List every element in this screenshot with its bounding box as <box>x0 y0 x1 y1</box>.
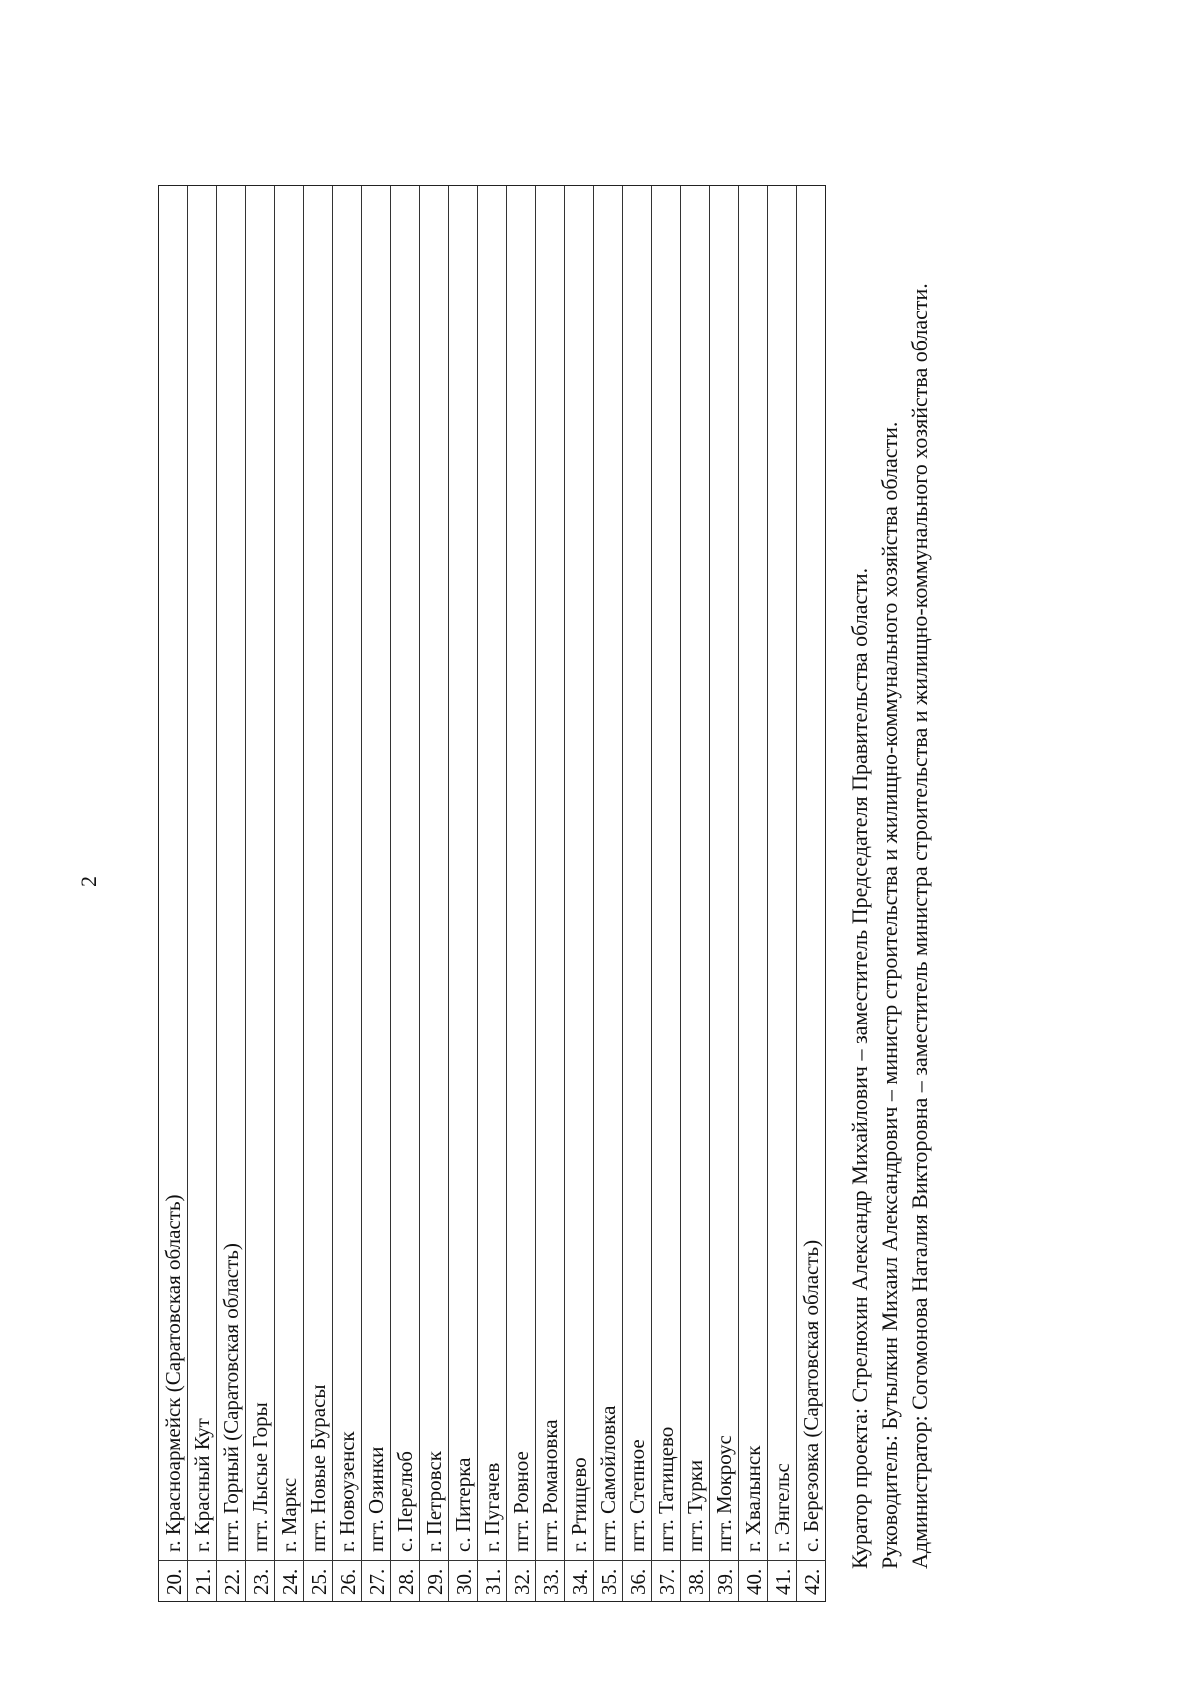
row-number: 31. <box>478 1560 506 1601</box>
settlement-name: пгт. Ровное <box>508 1451 533 1552</box>
row-number: 36. <box>623 1560 651 1601</box>
table-row <box>681 186 710 1601</box>
settlement-name: пгт. Романовка <box>537 1419 562 1552</box>
row-number: 35. <box>594 1560 622 1601</box>
settlement-name: пгт. Горный (Саратовская область) <box>218 1243 243 1552</box>
admin-paragraph: Администратор: Согомонова Наталия Викторовна – заместитель министра строительства и жилищно-коммунального хозяйства области. <box>907 283 932 1569</box>
table-row <box>536 186 565 1601</box>
row-number: 20. <box>159 1560 187 1601</box>
settlement-name: г. Новоузенск <box>334 1431 359 1552</box>
settlement-name: г. Хвалынск <box>740 1445 765 1552</box>
settlement-name: г. Маркс <box>276 1477 301 1552</box>
curator-paragraph: Куратор проекта: Стрелюхин Александр Михайлович – заместитель Председателя Правительства области. <box>847 567 872 1569</box>
settlement-name: г. Петровск <box>421 1451 446 1552</box>
row-number: 39. <box>710 1560 738 1601</box>
row-number: 30. <box>449 1560 477 1601</box>
table-row <box>478 186 507 1601</box>
table-row <box>304 186 333 1601</box>
row-number: 41. <box>768 1560 796 1601</box>
settlement-name: г. Красноармейск (Саратовская область) <box>160 1194 185 1552</box>
settlement-name: пгт. Мокроус <box>711 1435 736 1552</box>
table-row <box>449 186 478 1601</box>
settlement-name: с. Питерка <box>450 1457 475 1552</box>
row-number: 33. <box>536 1560 564 1601</box>
row-number: 34. <box>565 1560 593 1601</box>
settlement-name: с. Березовка (Саратовская область) <box>799 1239 823 1552</box>
row-number: 25. <box>304 1560 332 1601</box>
table-row <box>768 186 797 1601</box>
row-number: 29. <box>420 1560 448 1601</box>
table-row <box>594 186 623 1601</box>
table-row <box>362 186 391 1601</box>
settlement-name: пгт. Турки <box>682 1459 707 1552</box>
row-number: 40. <box>739 1560 767 1601</box>
table-row <box>420 186 449 1601</box>
settlement-name: пгт. Озинки <box>363 1446 388 1552</box>
settlements-table <box>158 185 826 1602</box>
table-row <box>507 186 536 1601</box>
page-number: 2 <box>76 876 101 887</box>
row-number: 38. <box>681 1560 709 1601</box>
row-number: 24. <box>275 1560 303 1601</box>
row-number: 22. <box>217 1560 245 1601</box>
row-number: 28. <box>391 1560 419 1601</box>
row-number: 23. <box>246 1560 274 1601</box>
table-row <box>565 186 594 1601</box>
table-row <box>710 186 739 1601</box>
table-row <box>217 186 246 1601</box>
row-number: 26. <box>333 1560 361 1601</box>
row-number: 27. <box>362 1560 390 1601</box>
settlement-name: г. Красный Кут <box>189 1418 214 1552</box>
settlement-name: г. Пугачев <box>479 1462 504 1552</box>
row-number: 32. <box>507 1560 535 1601</box>
settlement-name: пгт. Лысые Горы <box>247 1402 272 1552</box>
table-row <box>188 186 217 1601</box>
project-team-section <box>845 150 935 1620</box>
settlement-name: пгт. Новые Бурасы <box>305 1384 330 1552</box>
table-row <box>739 186 768 1601</box>
table-row <box>246 186 275 1601</box>
table-row <box>623 186 652 1601</box>
settlement-name: пгт. Татищево <box>653 1426 678 1552</box>
settlement-name: г. Ртищево <box>566 1457 591 1552</box>
settlement-name: с. Перелюб <box>392 1451 417 1552</box>
table-row <box>333 186 362 1601</box>
table-row <box>275 186 304 1601</box>
settlement-name: пгт. Степное <box>624 1439 649 1552</box>
settlement-name: пгт. Самойловка <box>595 1405 620 1552</box>
row-number: 37. <box>652 1560 680 1601</box>
table-row <box>391 186 420 1601</box>
table-row <box>797 186 826 1601</box>
table-row <box>159 186 188 1601</box>
head-paragraph: Руководитель: Бутылкин Михаил Александрович – министр строительства и жилищно-коммунального хозяйства области. <box>877 421 902 1569</box>
row-number: 42. <box>797 1560 826 1601</box>
row-number: 21. <box>188 1560 216 1601</box>
table-row <box>652 186 681 1601</box>
settlement-name: г. Энгельс <box>769 1463 794 1552</box>
